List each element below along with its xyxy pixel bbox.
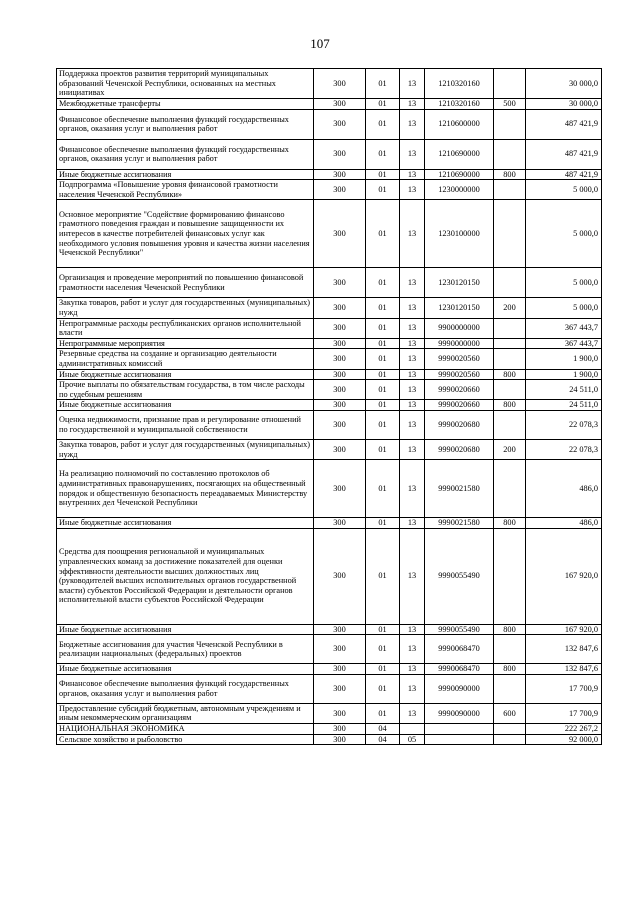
subsection-code: 13 — [400, 69, 425, 99]
row-name: Иные бюджетные ассигнования — [57, 400, 314, 411]
subsection-code: 13 — [400, 169, 425, 180]
row-name: Финансовое обеспечение выполнения функций государственных органов, оказания услуг и выполнения работ — [57, 674, 314, 703]
subsection-code: 13 — [400, 635, 425, 664]
admin-code: 300 — [314, 349, 366, 369]
target-article: 9900000000 — [425, 318, 494, 338]
admin-code: 300 — [314, 703, 366, 723]
amount: 132 847,6 — [526, 635, 602, 664]
expense-type — [494, 724, 526, 735]
expense-type: 200 — [494, 298, 526, 318]
admin-code: 300 — [314, 180, 366, 200]
section-code: 01 — [366, 99, 400, 110]
section-code: 01 — [366, 109, 400, 139]
table-row — [57, 703, 602, 723]
table-row — [57, 69, 602, 99]
section-code: 01 — [366, 298, 400, 318]
amount: 367 443,7 — [526, 318, 602, 338]
row-name: Иные бюджетные ассигнования — [57, 518, 314, 529]
row-name: НАЦИОНАЛЬНАЯ ЭКОНОМИКА — [57, 724, 314, 735]
section-code: 04 — [366, 724, 400, 735]
admin-code: 300 — [314, 169, 366, 180]
subsection-code: 13 — [400, 703, 425, 723]
amount: 24 511,0 — [526, 380, 602, 400]
section-code: 01 — [366, 180, 400, 200]
row-name: Непрограммные расходы республиканских органов исполнительной власти — [57, 318, 314, 338]
target-article: 9990020560 — [425, 369, 494, 380]
section-code: 01 — [366, 410, 400, 439]
expense-type: 800 — [494, 400, 526, 411]
expense-type — [494, 674, 526, 703]
subsection-code: 13 — [400, 298, 425, 318]
amount: 1 900,0 — [526, 369, 602, 380]
row-name: Оценка недвижимости, признание прав и регулирование отношений по государственной и муниципальной собственности — [57, 410, 314, 439]
section-code: 01 — [366, 624, 400, 635]
table-row — [57, 380, 602, 400]
amount: 17 700,9 — [526, 703, 602, 723]
section-code: 01 — [366, 338, 400, 349]
row-name: Межбюджетные трансферты — [57, 99, 314, 110]
target-article: 1230120150 — [425, 268, 494, 298]
subsection-code: 13 — [400, 380, 425, 400]
subsection-code: 13 — [400, 318, 425, 338]
expense-type — [494, 109, 526, 139]
row-name: Предоставление субсидий бюджетным, автономным учреждениям и иным некоммерческим организациям — [57, 703, 314, 723]
amount: 222 267,2 — [526, 724, 602, 735]
expense-type — [494, 635, 526, 664]
table-row — [57, 635, 602, 664]
expense-type: 800 — [494, 369, 526, 380]
row-name: Иные бюджетные ассигнования — [57, 369, 314, 380]
amount: 1 900,0 — [526, 349, 602, 369]
row-name: Подпрограмма «Повышение уровня финансовой грамотности населения Чеченской Республики» — [57, 180, 314, 200]
table-row — [57, 99, 602, 110]
amount: 17 700,9 — [526, 674, 602, 703]
amount: 487 421,9 — [526, 139, 602, 169]
expense-type — [494, 734, 526, 745]
amount: 487 421,9 — [526, 169, 602, 180]
admin-code: 300 — [314, 400, 366, 411]
target-article: 9990055490 — [425, 528, 494, 624]
row-name: Закупка товаров, работ и услуг для государственных (муниципальных) нужд — [57, 439, 314, 459]
expense-type: 800 — [494, 664, 526, 675]
row-name: Резервные средства на создание и организацию деятельности административных комиссий — [57, 349, 314, 369]
target-article: 1230000000 — [425, 180, 494, 200]
admin-code: 300 — [314, 69, 366, 99]
amount: 486,0 — [526, 518, 602, 529]
target-article: 9990020660 — [425, 380, 494, 400]
amount: 5 000,0 — [526, 180, 602, 200]
table-row — [57, 439, 602, 459]
expense-type — [494, 349, 526, 369]
target-article: 9990020680 — [425, 439, 494, 459]
table-row — [57, 528, 602, 624]
target-article: 1210320160 — [425, 99, 494, 110]
subsection-code: 13 — [400, 400, 425, 411]
table-row — [57, 268, 602, 298]
admin-code: 300 — [314, 528, 366, 624]
amount: 5 000,0 — [526, 268, 602, 298]
target-article: 9990021580 — [425, 460, 494, 518]
admin-code: 300 — [314, 298, 366, 318]
section-code: 01 — [366, 460, 400, 518]
section-code: 01 — [366, 518, 400, 529]
row-name: Иные бюджетные ассигнования — [57, 169, 314, 180]
target-article: 1210600000 — [425, 109, 494, 139]
table-row — [57, 400, 602, 411]
admin-code: 300 — [314, 109, 366, 139]
row-name: Прочие выплаты по обязательствам государства, в том числе расходы по судебным решениям — [57, 380, 314, 400]
admin-code: 300 — [314, 624, 366, 635]
expense-type — [494, 69, 526, 99]
section-code: 01 — [366, 69, 400, 99]
table-row — [57, 139, 602, 169]
target-article: 1210690000 — [425, 139, 494, 169]
section-code: 01 — [366, 139, 400, 169]
amount: 167 920,0 — [526, 528, 602, 624]
amount: 92 000,0 — [526, 734, 602, 745]
target-article: 9990020680 — [425, 410, 494, 439]
row-name: Финансовое обеспечение выполнения функций государственных органов, оказания услуг и выполнения работ — [57, 139, 314, 169]
section-code: 01 — [366, 528, 400, 624]
section-code: 01 — [366, 635, 400, 664]
row-name: Средства для поощрения региональной и муниципальных управленческих команд за достижение показателей для оценки эффективности деятельности высших должностных лиц (руководителей высших исполнительных органов государственной власти) субъектов Российской Федерации и деятельности органов исполнительной власти субъектов Российской Федерации — [57, 528, 314, 624]
subsection-code: 13 — [400, 528, 425, 624]
table-row — [57, 734, 602, 745]
admin-code: 300 — [314, 99, 366, 110]
target-article: 9990055490 — [425, 624, 494, 635]
table-row — [57, 318, 602, 338]
row-name: Закупка товаров, работ и услуг для государственных (муниципальных) нужд — [57, 298, 314, 318]
amount: 22 078,3 — [526, 410, 602, 439]
section-code: 01 — [366, 439, 400, 459]
target-article: 1230100000 — [425, 200, 494, 268]
subsection-code: 13 — [400, 674, 425, 703]
subsection-code: 13 — [400, 109, 425, 139]
section-code: 04 — [366, 734, 400, 745]
subsection-code: 13 — [400, 338, 425, 349]
row-name: Сельское хозяйство и рыболовство — [57, 734, 314, 745]
admin-code: 300 — [314, 439, 366, 459]
subsection-code: 13 — [400, 99, 425, 110]
section-code: 01 — [366, 369, 400, 380]
row-name: На реализацию полномочий по составлению протоколов об административных правонарушениях, посягающих на общественный порядок и общественную безопасность переадаваемых Министерству внутренних дел Чеченской Республики — [57, 460, 314, 518]
admin-code: 300 — [314, 139, 366, 169]
table-row — [57, 664, 602, 675]
row-name: Иные бюджетные ассигнования — [57, 664, 314, 675]
expense-type: 800 — [494, 624, 526, 635]
amount: 22 078,3 — [526, 439, 602, 459]
target-article: 1210690000 — [425, 169, 494, 180]
table-row — [57, 169, 602, 180]
amount: 30 000,0 — [526, 69, 602, 99]
admin-code: 300 — [314, 410, 366, 439]
section-code: 01 — [366, 400, 400, 411]
expense-type — [494, 380, 526, 400]
subsection-code: 13 — [400, 180, 425, 200]
table-row — [57, 674, 602, 703]
table-row — [57, 180, 602, 200]
amount: 30 000,0 — [526, 99, 602, 110]
subsection-code: 13 — [400, 624, 425, 635]
table-row — [57, 200, 602, 268]
target-article — [425, 724, 494, 735]
subsection-code: 13 — [400, 439, 425, 459]
subsection-code: 13 — [400, 410, 425, 439]
subsection-code: 13 — [400, 139, 425, 169]
target-article: 1210320160 — [425, 69, 494, 99]
expense-type: 800 — [494, 169, 526, 180]
expense-type — [494, 338, 526, 349]
table-row — [57, 369, 602, 380]
admin-code: 300 — [314, 200, 366, 268]
table-row — [57, 109, 602, 139]
amount: 486,0 — [526, 460, 602, 518]
expense-type — [494, 528, 526, 624]
subsection-code: 13 — [400, 460, 425, 518]
section-code: 01 — [366, 664, 400, 675]
table-row — [57, 724, 602, 735]
admin-code: 300 — [314, 369, 366, 380]
subsection-code: 13 — [400, 664, 425, 675]
subsection-code: 05 — [400, 734, 425, 745]
table-row — [57, 338, 602, 349]
row-name: Организация и проведение мероприятий по повышению финансовой грамотности населения Чеченской Республики — [57, 268, 314, 298]
section-code: 01 — [366, 674, 400, 703]
row-name: Бюджетные ассигнования для участия Чеченской Республики в реализации национальных (федеральных) проектов — [57, 635, 314, 664]
target-article: 9990068470 — [425, 635, 494, 664]
expense-type: 200 — [494, 439, 526, 459]
target-article: 9990020660 — [425, 400, 494, 411]
subsection-code: 13 — [400, 200, 425, 268]
section-code: 01 — [366, 268, 400, 298]
admin-code: 300 — [314, 518, 366, 529]
row-name: Непрограммные мероприятия — [57, 338, 314, 349]
expense-type — [494, 180, 526, 200]
target-article — [425, 734, 494, 745]
section-code: 01 — [366, 318, 400, 338]
admin-code: 300 — [314, 734, 366, 745]
admin-code: 300 — [314, 338, 366, 349]
table-row — [57, 460, 602, 518]
table-row — [57, 410, 602, 439]
amount: 167 920,0 — [526, 624, 602, 635]
admin-code: 300 — [314, 318, 366, 338]
target-article: 9990068470 — [425, 664, 494, 675]
admin-code: 300 — [314, 724, 366, 735]
expense-type — [494, 200, 526, 268]
target-article: 9990000000 — [425, 338, 494, 349]
amount: 24 511,0 — [526, 400, 602, 411]
expense-type — [494, 410, 526, 439]
section-code: 01 — [366, 703, 400, 723]
admin-code: 300 — [314, 674, 366, 703]
target-article: 9990021580 — [425, 518, 494, 529]
admin-code: 300 — [314, 268, 366, 298]
admin-code: 300 — [314, 380, 366, 400]
row-name: Поддержка проектов развития территорий муниципальных образований Чеченской Республики, основанных на местных инициативах — [57, 69, 314, 99]
expense-type — [494, 139, 526, 169]
table-row — [57, 349, 602, 369]
subsection-code: 13 — [400, 518, 425, 529]
target-article: 9990090000 — [425, 703, 494, 723]
expense-type: 500 — [494, 99, 526, 110]
section-code: 01 — [366, 380, 400, 400]
row-name: Основное мероприятие "Содействие формированию финансово грамотного поведения граждан и повышение защищенности их интересов в качестве потребителей финансовых услуг как необходимого условия повышения уровня и качества жизни населения Чеченской Республики" — [57, 200, 314, 268]
expense-type — [494, 268, 526, 298]
admin-code: 300 — [314, 460, 366, 518]
amount: 367 443,7 — [526, 338, 602, 349]
target-article: 9990020560 — [425, 349, 494, 369]
admin-code: 300 — [314, 664, 366, 675]
admin-code: 300 — [314, 635, 366, 664]
table-row — [57, 298, 602, 318]
target-article: 1230120150 — [425, 298, 494, 318]
section-code: 01 — [366, 169, 400, 180]
section-code: 01 — [366, 349, 400, 369]
amount: 5 000,0 — [526, 298, 602, 318]
subsection-code: 13 — [400, 369, 425, 380]
table-row — [57, 518, 602, 529]
subsection-code: 13 — [400, 349, 425, 369]
expense-type: 600 — [494, 703, 526, 723]
amount: 132 847,6 — [526, 664, 602, 675]
amount: 5 000,0 — [526, 200, 602, 268]
expense-type: 800 — [494, 518, 526, 529]
table-row — [57, 624, 602, 635]
subsection-code: 13 — [400, 268, 425, 298]
subsection-code — [400, 724, 425, 735]
page-number: 107 — [310, 36, 330, 51]
target-article: 9990090000 — [425, 674, 494, 703]
row-name: Иные бюджетные ассигнования — [57, 624, 314, 635]
section-code: 01 — [366, 200, 400, 268]
expense-type — [494, 460, 526, 518]
expense-type — [494, 318, 526, 338]
row-name: Финансовое обеспечение выполнения функций государственных органов, оказания услуг и выполнения работ — [57, 109, 314, 139]
amount: 487 421,9 — [526, 109, 602, 139]
budget-table — [56, 68, 602, 745]
